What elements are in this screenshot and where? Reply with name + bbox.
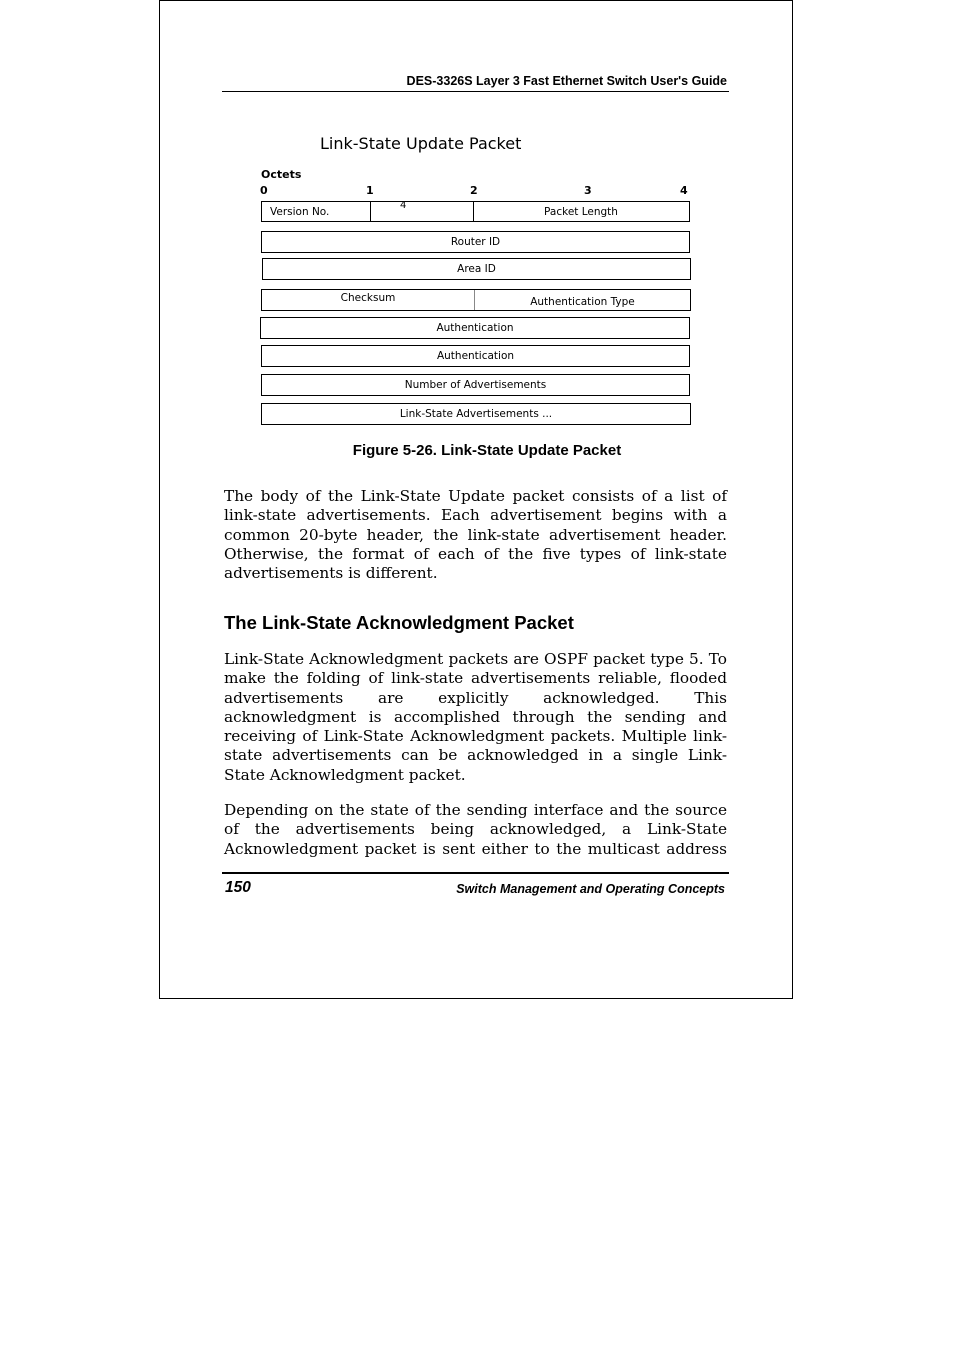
diagram-title: Link-State Update Packet: [320, 134, 522, 153]
running-header: DES-3326S Layer 3 Fast Ethernet Switch User's Guide: [406, 74, 727, 88]
figure-caption: Figure 5-26. Link-State Update Packet: [352, 442, 622, 459]
section-heading: The Link-State Acknowledgment Packet: [224, 612, 574, 633]
footer-rule: [222, 872, 729, 874]
octets-label: Octets: [261, 168, 302, 181]
octet-number-2: 2: [470, 184, 478, 197]
checksum-field: Checksum: [340, 292, 396, 304]
field-row-checksum: [261, 289, 691, 311]
version-field: Version No.: [270, 205, 330, 218]
octet-number-1: 1: [366, 184, 374, 197]
octet-number-4: 4: [680, 184, 688, 197]
header-rule: [222, 91, 729, 92]
body-paragraph: Depending on the state of the sending interface and the source of the advertisements being acknowledged, a Link-State Acknowledgment packet is sent either to the multicast address: [224, 801, 727, 858]
number-of-advertisements-field: Number of Advertisements: [261, 374, 690, 396]
running-footer: Switch Management and Operating Concepts: [456, 882, 725, 896]
authentication-type-field: Authentication Type: [530, 296, 635, 308]
body-paragraph: Link-State Acknowledgment packets are OSPF packet type 5. To make the folding of link-state advertisements reliable, flooded advertisements are explicitly acknowledged. This acknowledgment is accomplished through the sending and receiving of Link-State Acknowledgment packets. Multiple link-state advertisements can be acknowledged in a single Link-State Acknowledgment packet.: [224, 650, 727, 784]
field-divider: [370, 202, 371, 221]
packet-length-field: Packet Length: [544, 205, 618, 218]
type-value: 4: [400, 200, 407, 211]
octet-number-3: 3: [584, 184, 592, 197]
field-row-version: [261, 201, 690, 222]
octet-number-0: 0: [260, 184, 268, 197]
authentication-field: Authentication: [260, 317, 690, 339]
authentication-field: Authentication: [261, 345, 690, 367]
area-id-field: Area ID: [262, 258, 691, 280]
router-id-field: Router ID: [261, 231, 690, 253]
link-state-advertisements-field: Link-State Advertisements ...: [261, 403, 691, 425]
body-paragraph: The body of the Link-State Update packet consists of a list of link-state advertisements. Each advertisement begins with a common 20-byte header, the link-state advertisement header. Otherwise, the format of each of the five types of link-state advertisements is different.: [224, 487, 727, 583]
page-number: 150: [225, 879, 251, 896]
